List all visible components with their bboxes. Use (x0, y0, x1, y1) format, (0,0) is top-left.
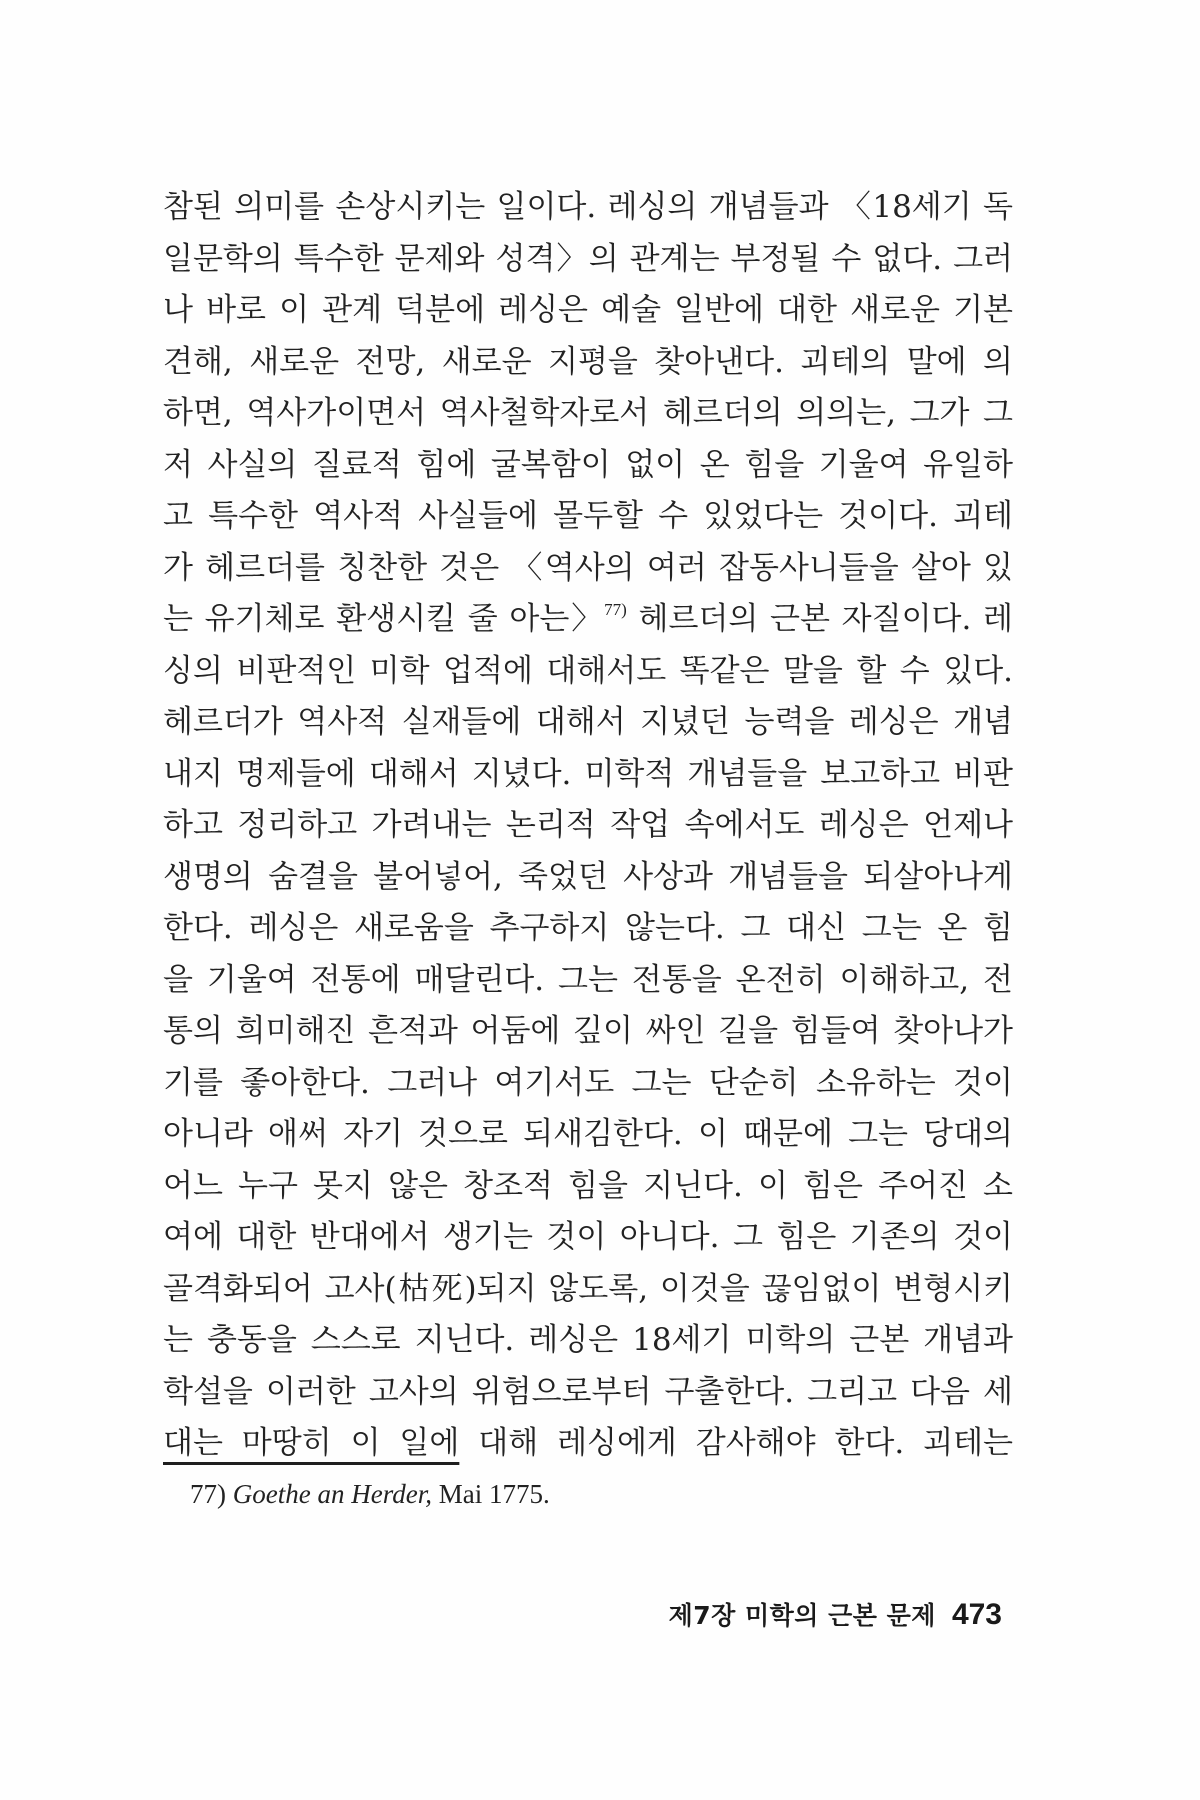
text-line: 어느 누구 못지 않은 창조적 힘을 지닌다. 이 힘은 주어진 소 (163, 1167, 1013, 1204)
text-line: 는 충동을 스스로 지닌다. 레싱은 18세기 미학의 근본 개념과 (163, 1322, 1013, 1358)
text-line: 골격화되어 고사(枯死)되지 않도록, 이것을 끊임없이 변형시키 (163, 1270, 1013, 1307)
text-line: 싱의 비판적인 미학 업적에 대해서도 똑같은 말을 할 수 있다. (163, 652, 1013, 689)
body-text (163, 182, 1013, 1470)
text-line-last (163, 1418, 1013, 1470)
text-line: 학설을 이러한 고사의 위험으로부터 구출한다. 그리고 다음 세 (163, 1373, 1013, 1410)
text-line: 참된 의미를 손상시키는 일이다. 레싱의 개념들과 〈18세기 독 (163, 189, 1013, 225)
footnote-date: Mai 1775. (438, 1479, 550, 1509)
text-segment: 헤르더의 근본 자질이다. 레 (638, 601, 1013, 637)
text-line: 견해, 새로운 전망, 새로운 지평을 찾아낸다. 괴테의 말에 의 (163, 343, 1013, 380)
text-segment (627, 601, 639, 637)
text-line: 하고 정리하고 가려내는 논리적 작업 속에서도 레싱은 언제나 (163, 807, 1013, 843)
text-line: 생명의 숨결을 불어넣어, 죽었던 사상과 개념들을 되살아나게 (163, 858, 1013, 895)
text-line: 나 바로 이 관계 덕분에 레싱은 예술 일반에 대한 새로운 기본 (163, 292, 1013, 328)
text-line: 가 헤르더를 칭찬한 것은 〈역사의 여러 잡동사니들을 살아 있 (163, 549, 1013, 586)
text-line: 저 사실의 질료적 힘에 굴복함이 없이 온 힘을 기울여 유일하 (163, 446, 1013, 483)
text-line: 통의 희미해진 흔적과 어둠에 깊이 싸인 길을 힘들여 찾아나가 (163, 1013, 1013, 1049)
text-line: 아니라 애써 자기 것으로 되새김한다. 이 때문에 그는 당대의 (163, 1116, 1013, 1152)
text-line: 한다. 레싱은 새로움을 추구하지 않는다. 그 대신 그는 온 힘 (163, 910, 1013, 946)
text-line: 일문학의 특수한 문제와 성격〉의 관계는 부정될 수 없다. 그러 (163, 240, 1013, 277)
underlined-text: 대는 마땅히 이 일에 (163, 1425, 460, 1461)
footnote (190, 1479, 550, 1510)
text-line: 고 특수한 역사적 사실들에 몰두할 수 있었다는 것이다. 괴테 (163, 498, 1013, 534)
text-line: 을 기울여 전통에 매달린다. 그는 전통을 온전히 이해하고, 전 (163, 961, 1013, 998)
text-segment: 는 유기체로 환생시킬 줄 아는〉 (163, 601, 605, 637)
footnote-number: 77) (190, 1479, 226, 1509)
page-number: 473 (951, 1598, 1002, 1631)
footnote-work-title: Goethe an Herder, (232, 1479, 432, 1509)
chapter-title: 제7장 미학의 근본 문제 (668, 1601, 936, 1630)
text-segment: 대해 레싱에게 감사해야 한다. 괴테는 (459, 1425, 1013, 1461)
running-footer (669, 1596, 1002, 1632)
text-line: 내지 명제들에 대해서 지녔다. 미학적 개념들을 보고하고 비판 (163, 755, 1013, 792)
footnote-reference[interactable]: 77) (604, 600, 627, 619)
text-line: 하면, 역사가이면서 역사철학자로서 헤르더의 의의는, 그가 그 (163, 395, 1013, 431)
text-line: 여에 대한 반대에서 생기는 것이 아니다. 그 힘은 기존의 것이 (163, 1219, 1013, 1255)
text-line-with-footnote (163, 594, 1013, 646)
text-line: 기를 좋아한다. 그러나 여기서도 그는 단순히 소유하는 것이 (163, 1064, 1013, 1101)
text-line: 헤르더가 역사적 실재들에 대해서 지녔던 능력을 레싱은 개념 (163, 704, 1013, 740)
